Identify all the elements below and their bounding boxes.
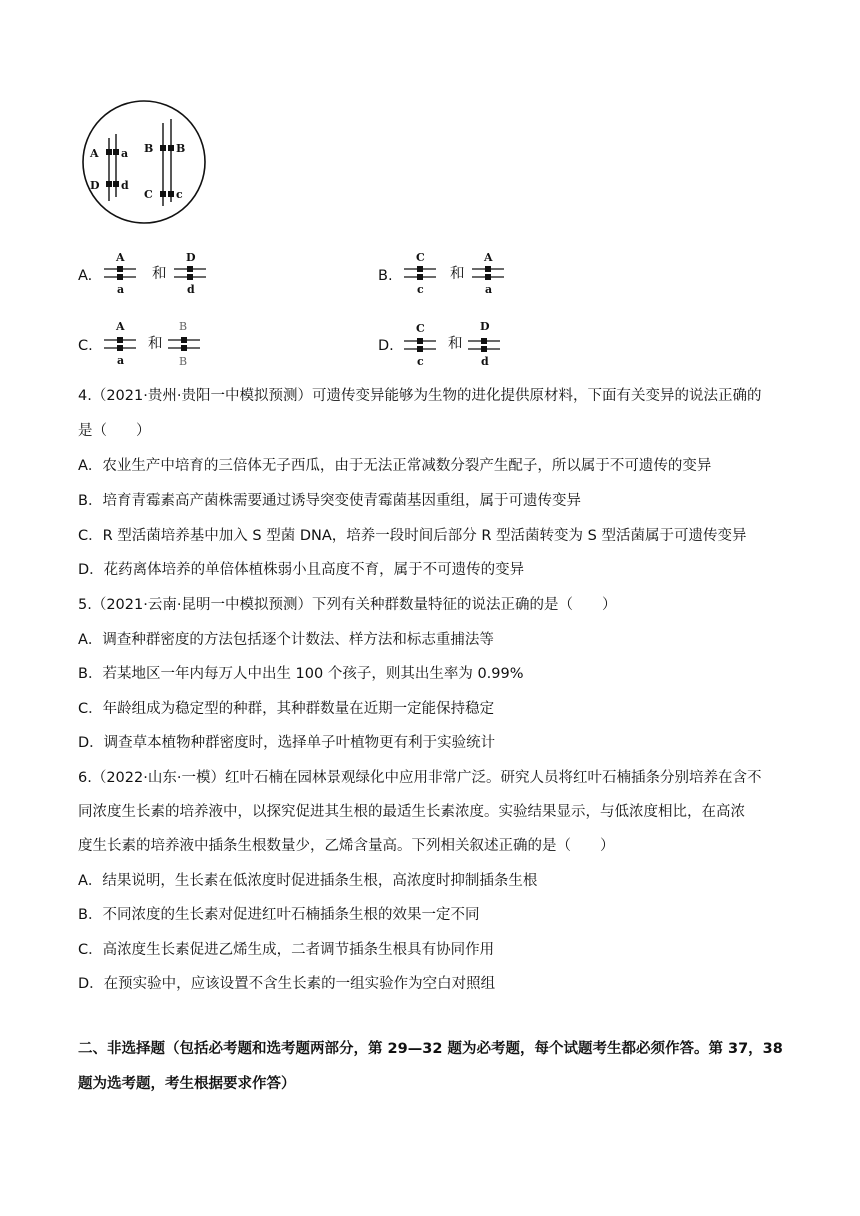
chromosome-pair-icon: [102, 250, 138, 300]
svg-text:A: A: [484, 251, 493, 264]
svg-text:a: a: [117, 354, 125, 367]
q6-option-a[interactable]: A．结果说明，生长素在低浓度时促进插条生根，高浓度时抑制插条生根: [78, 873, 538, 889]
chromosome-pair-icon: [402, 250, 438, 300]
q3-option-b-joiner: 和: [450, 266, 465, 282]
svg-text:d: d: [481, 355, 489, 368]
q3-option-a-letter: A.: [78, 268, 93, 284]
svg-text:a: a: [117, 283, 125, 296]
svg-text:C: C: [416, 251, 425, 264]
q5-option-a[interactable]: A．调查种群密度的方法包括逐个计数法、样方法和标志重捕法等: [78, 632, 494, 648]
q4-stem-line2: 是（ ）: [78, 423, 151, 439]
svg-text:D: D: [186, 251, 196, 264]
chromosome-pair-icon: [466, 318, 502, 370]
svg-text:D: D: [480, 320, 490, 333]
svg-text:c: c: [417, 283, 424, 296]
svg-text:c: c: [417, 355, 424, 368]
cell-diagram: [80, 98, 208, 226]
q5-option-b[interactable]: B．若某地区一年内每万人中出生 100 个孩子，则其出生率为 0.99%: [78, 666, 524, 682]
q5-stem: 5.（2021·云南·昆明一中模拟预测）下列有关种群数量特征的说法正确的是（ ）: [78, 597, 617, 613]
svg-text:d: d: [187, 283, 195, 296]
cell-label-D: D: [90, 179, 100, 192]
chromosome-pair-icon: [166, 318, 202, 370]
chromosome-pair-icon: [102, 318, 138, 370]
svg-text:C: C: [416, 322, 425, 335]
q4-option-a[interactable]: A．农业生产中培育的三倍体无子西瓜，由于无法正常减数分裂产生配子，所以属于不可遗传的变异: [78, 458, 712, 474]
chromosome-pair-icon: [470, 250, 506, 300]
q6-option-b[interactable]: B．不同浓度的生长素对促进红叶石楠插条生根的效果一定不同: [78, 907, 480, 923]
cell-label-c: c: [176, 188, 183, 201]
chromosome-pair-icon: [402, 318, 438, 370]
cell-label-B-left: B: [144, 142, 154, 155]
q5-option-c[interactable]: C．年龄组成为稳定型的种群，其种群数量在近期一定能保持稳定: [78, 701, 495, 717]
svg-text:B: B: [179, 355, 188, 368]
q3-option-a-joiner: 和: [152, 266, 167, 282]
svg-text:A: A: [116, 251, 125, 264]
q6-stem-line1: 6.（2022·山东·一模）红叶石楠在园林景观绿化中应用非常广泛。研究人员将红叶石楠插条分别培养在含不: [78, 770, 762, 786]
q6-option-d[interactable]: D．在预实验中，应该设置不含生长素的一组实验作为空白对照组: [78, 976, 496, 992]
q3-option-b-letter: B.: [378, 268, 393, 284]
svg-text:A: A: [116, 320, 125, 333]
q3-option-d-joiner: 和: [448, 336, 463, 352]
q6-option-c[interactable]: C．高浓度生长素促进乙烯生成，二者调节插条生根具有协同作用: [78, 942, 495, 958]
cell-label-B-right: B: [176, 142, 186, 155]
q4-option-c[interactable]: C．R 型活菌培养基中加入 S 型菌 DNA，培养一段时间后部分 R 型活菌转变为 S 型活菌属于可遗传变异: [78, 528, 747, 544]
cell-label-C: C: [144, 188, 153, 201]
q4-option-b[interactable]: B．培育青霉素高产菌株需要通过诱导突变使青霉菌基因重组，属于可遗传变异: [78, 493, 581, 509]
section-2-line1: 二、非选择题（包括必考题和选考题两部分，第 29—32 题为必考题，每个试题考生都必须作答。第 37，38: [78, 1041, 783, 1057]
q3-option-d-letter: D.: [378, 338, 394, 354]
section-2-line2: 题为选考题，考生根据要求作答）: [78, 1076, 296, 1092]
svg-text:B: B: [179, 320, 188, 333]
cell-label-A: A: [90, 147, 99, 160]
q6-stem-line3: 度生长素的培养液中插条生根数量少，乙烯含量高。下列相关叙述正确的是（ ）: [78, 838, 615, 854]
q5-option-d[interactable]: D．调查草本植物种群密度时，选择单子叶植物更有利于实验统计: [78, 735, 496, 751]
q6-stem-line2: 同浓度生长素的培养液中，以探究促进其生根的最适生长素浓度。实验结果显示，与低浓度相比，在高浓: [78, 804, 745, 820]
q4-stem-line1: 4.（2021·贵州·贵阳一中模拟预测）可遗传变异能够为生物的进化提供原材料，下面有关变异的说法正确的: [78, 388, 762, 404]
q3-option-c-joiner: 和: [148, 336, 163, 352]
chromosome-pair-icon: [172, 250, 208, 300]
cell-label-d: d: [121, 179, 129, 192]
q4-option-d[interactable]: D．花药离体培养的单倍体植株弱小且高度不育，属于不可遗传的变异: [78, 562, 525, 578]
q3-option-c-letter: C.: [78, 338, 93, 354]
svg-text:a: a: [485, 283, 493, 296]
cell-label-a: a: [121, 147, 129, 160]
